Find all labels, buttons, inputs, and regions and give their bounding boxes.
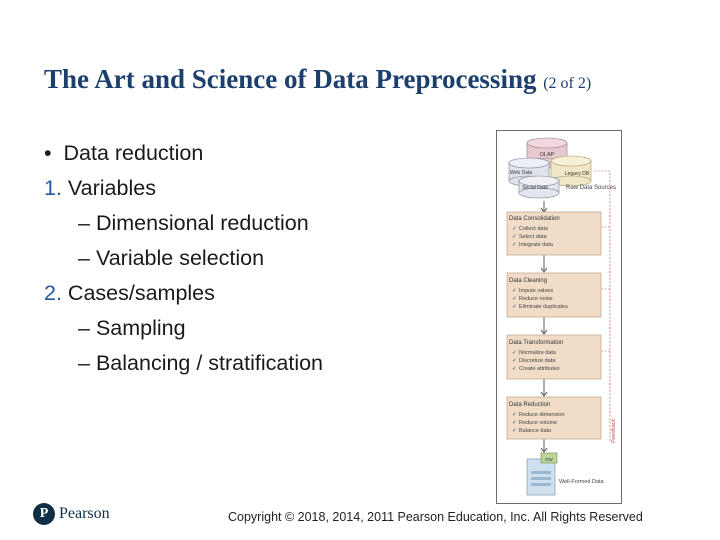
- numbered-item: [44, 276, 323, 311]
- step-data-consolidation: [507, 212, 601, 255]
- step-item: Integrate data: [519, 242, 553, 248]
- check-mark: ✓: [512, 304, 517, 310]
- dash-marker: –: [78, 351, 90, 375]
- step-title: Data Consolidation: [509, 216, 560, 222]
- social-data-source: [519, 176, 559, 198]
- slide-title: [44, 64, 591, 95]
- slide-title-main: The Art and Science of Data Preprocessing: [44, 64, 537, 94]
- sub-item-text: Balancing / stratification: [95, 351, 324, 375]
- check-mark: ✓: [512, 242, 517, 248]
- step-data-transformation: [507, 335, 601, 379]
- pearson-logo: [33, 503, 110, 525]
- check-mark: ✓: [512, 366, 517, 372]
- check-mark: ✓: [512, 358, 517, 364]
- step-item: Reduce volume: [519, 420, 558, 426]
- step-data-cleaning: [507, 273, 601, 317]
- check-mark: ✓: [512, 296, 517, 302]
- item-number: 1.: [44, 176, 62, 200]
- social-data-label: Social Data: [522, 185, 548, 191]
- check-mark: ✓: [512, 288, 517, 294]
- check-mark: ✓: [512, 350, 517, 356]
- preprocessing-flow-figure: [496, 130, 622, 504]
- sub-item-text: Dimensional reduction: [95, 211, 309, 235]
- dash-marker: –: [78, 211, 90, 235]
- check-mark: ✓: [512, 234, 517, 240]
- sub-item: [44, 311, 323, 346]
- feedback-label: Feedback: [611, 418, 617, 443]
- step-item: Discretize data: [519, 358, 556, 364]
- bullet-list: [44, 136, 323, 381]
- flow-arrow: [541, 255, 547, 272]
- flow-arrow: [541, 439, 547, 452]
- step-item: Impute values: [519, 288, 554, 294]
- flow-arrow: [541, 201, 547, 212]
- step-item: Reduce dimension: [519, 412, 565, 418]
- flow-arrow: [541, 379, 547, 396]
- numbered-item: [44, 171, 323, 206]
- check-mark: ✓: [512, 420, 517, 426]
- step-item: Select data: [519, 234, 547, 240]
- step-item: Collect data: [519, 226, 549, 232]
- well-formed-data-output: [527, 453, 604, 495]
- bullet-text: Data reduction: [63, 141, 204, 165]
- check-mark: ✓: [512, 226, 517, 232]
- step-item: Balance data: [519, 428, 552, 434]
- web-data-label: Web Data: [509, 170, 533, 176]
- step-item: Normalize data: [519, 350, 556, 356]
- sub-item-text: Variable selection: [95, 246, 265, 270]
- pearson-p-icon: P: [33, 503, 55, 525]
- step-item: Create attributes: [519, 366, 560, 372]
- sub-item: [44, 206, 323, 241]
- step-item: Reduce noise: [519, 296, 553, 302]
- step-title: Data Reduction: [509, 402, 551, 408]
- check-mark: ✓: [512, 412, 517, 418]
- dash-marker: –: [78, 246, 90, 270]
- step-data-reduction: [507, 397, 601, 439]
- flow-diagram: [497, 131, 621, 503]
- slide-title-suffix: (2 of 2): [543, 75, 592, 92]
- olap-label: OLAP: [539, 152, 555, 158]
- flow-arrow: [541, 317, 547, 334]
- legacy-db-label: Legacy DB: [564, 171, 590, 177]
- copyright-notice: Copyright © 2018, 2014, 2011 Pearson Education, Inc. All Rights Reserved: [228, 510, 643, 524]
- bullet-item: [44, 136, 323, 171]
- step-title: Data Cleaning: [509, 278, 548, 284]
- bullet-marker: •: [44, 141, 52, 165]
- item-number: 2.: [44, 281, 62, 305]
- dw-label: DW: [545, 457, 553, 462]
- item-text: Cases/samples: [67, 281, 215, 305]
- sub-item: [44, 346, 323, 381]
- step-title: Data Transformation: [509, 340, 564, 346]
- well-formed-label: Well-Formed Data: [559, 479, 604, 485]
- sub-item-text: Sampling: [95, 316, 186, 340]
- check-mark: ✓: [512, 428, 517, 434]
- raw-sources-label: Raw Data Sources: [565, 185, 617, 191]
- sub-item: [44, 241, 323, 276]
- step-item: Eliminate duplicates: [519, 304, 568, 310]
- item-text: Variables: [67, 176, 156, 200]
- dash-marker: –: [78, 316, 90, 340]
- pearson-wordmark: Pearson: [59, 505, 110, 522]
